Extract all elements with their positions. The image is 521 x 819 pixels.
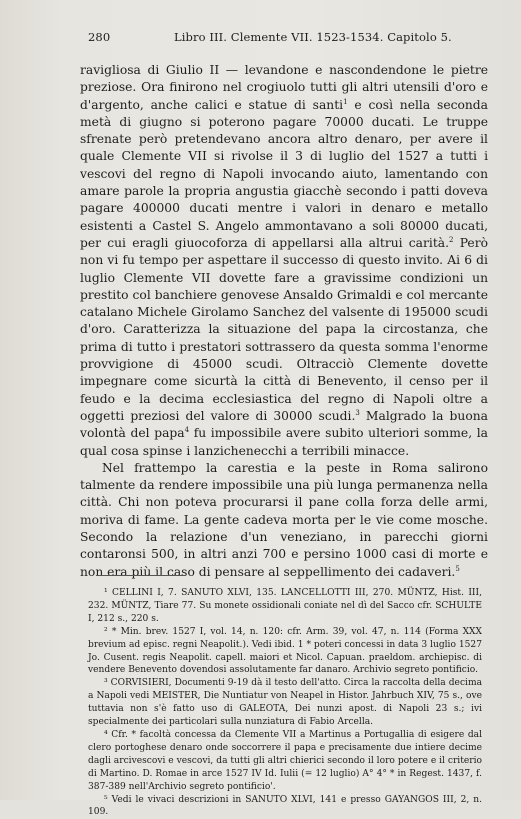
footnote-ref: 2 bbox=[449, 236, 453, 244]
footnote-divider bbox=[96, 575, 186, 576]
footnote-ref: 1 bbox=[343, 98, 347, 106]
text-run: Nel frattempo la carestia e la peste in Roma salirono talmente da rendere impossibile una più lunga permanenza nella città. Chi non poteva procurarsi il pane colla forza delle armi, moriva di fame. La gente cadeva morta per le vie come mosche. Secondo la relazione d'un veneziano, in parecchi giorni contaronsi 500, in altri anzi 700 e persino 1000 casi di morte e non era più il caso di pensare al seppellimento dei cadaveri. bbox=[80, 461, 488, 579]
main-text bbox=[80, 62, 488, 581]
footnote: ³ CORVISIERI, Documenti 9-19 dà il testo dell'atto. Circa la raccolta della decima a Napoli vedi MEISTER, Die Nuntiatur von Neapel in Histor. Jahrbuch XIV, 75 s., ove tuttavia non s'è fatto uso di GALEOTA, Dei nunzi apost. di Napoli 23 s.; ivi specialmente dei particolari sulla nunziatura di Fabio Arcella. bbox=[88, 677, 482, 729]
paragraph bbox=[80, 460, 488, 581]
footnote-ref: 4 bbox=[185, 426, 189, 434]
paragraph bbox=[80, 62, 488, 460]
running-title: Libro III. Clemente VII. 1523-1534. Capitolo 5. bbox=[174, 30, 452, 44]
text-run: e così nella seconda metà di giugno si poterono pagare 70000 ducati. Le truppe sfrenate però pretendevano ancora altro denaro, per avere il quale Clemente VII si rivolse il 3 di luglio del 1527 a tutti i vescovi del regno di Napoli invocando aiuto, lamentando con amare parole la propria angustia giacchè secondo i patti doveva pagare 400000 ducati mentre i valori in denaro e metallo esistenti a Castel S. Angelo ammontavano a soli 80000 ducati, per cui eragli giuocoforza di appellarsi alla altrui carità. bbox=[80, 98, 488, 250]
footnote-ref: 3 bbox=[355, 409, 359, 417]
footnote: ⁵ Vedi le vivaci descrizioni in SANUTO XLVI, 141 e presso GAYANGOS III, 2, n. 109. bbox=[88, 794, 482, 819]
page-number: 280 bbox=[88, 30, 110, 44]
text-run: fu impossibile avere subito ulteriori somme, la qual cosa spinse i lanzichenecchi a terribili minacce. bbox=[80, 426, 488, 457]
text-run: Però non vi fu tempo per aspettare il successo di questo invito. Ai 6 di luglio Clemente VII dovette fare a gravissime condizioni un prestito col banchiere genovese Ansaldo Grimaldi e col mercante catalano Michele Girolamo Sanchez del valsente di 195000 scudi d'oro. Caratterizza la situazione del papa la circostanza, che prima di tutto i prestatori sottrassero da questa somma l'enorme provvigione di 45000 scudi. Oltracciò Clemente dovette impegnare come sicurtà la città di Benevento, il censo per il feudo e la decima ecclesiastica del regno di Napoli oltre a oggetti preziosi del valore di 30000 scudi. bbox=[80, 236, 488, 423]
text-run: ravigliosa di Giulio II — levandone e nascondendone le pietre preziose. Ora finirono nel crogiuolo tutti gli altri utensili d'oro e d'argento, anche calici e statue di santi bbox=[80, 63, 488, 112]
text-run: Malgrado la buona volontà del papa bbox=[80, 409, 488, 440]
footnote-ref: 5 bbox=[455, 565, 459, 573]
footnote: ⁴ Cfr. * facoltà concessa da Clemente VII a Martinus a Portugallia di esigere dal clero portoghese denaro onde soccorrere il papa e precisamente due intiere decime dagli arcivescovi e vescovi, da tutti gli altri chierici secondo il loro potere e il criterio di Martino. D. Romae in arce 1527 IV Id. Iulii (= 12 luglio) A° 4° * in Regest. 1437, f. 387-389 nell'Archivio segreto pontificio'. bbox=[88, 729, 482, 794]
footnote: ¹ CELLINI I, 7. SANUTO XLVI, 135. LANCELLOTTI III, 270. MÜNTZ, Hist. III, 232. MÜNTZ, Tiare 77. Su monete ossidionali coniate nel dì del Sacco cfr. SCHULTE I, 212 s., 220 s. bbox=[88, 587, 482, 626]
footnotes bbox=[88, 587, 482, 819]
footnote: ² * Min. brev. 1527 I, vol. 14, n. 120: cfr. Arm. 39, vol. 47, n. 114 (Forma XXX brevium ad episc. regni Neapolit.). Vedi ibid. 1 * poteri concessi in data 3 luglio 1527 Jo. Cusent. regis Neapolit. capell. maiori et Nicol. Capuan. praeldom. archiepisc. di vendere Benevento dovendosi assolutamente far danaro. Archivio segreto pontificio. bbox=[88, 626, 482, 678]
